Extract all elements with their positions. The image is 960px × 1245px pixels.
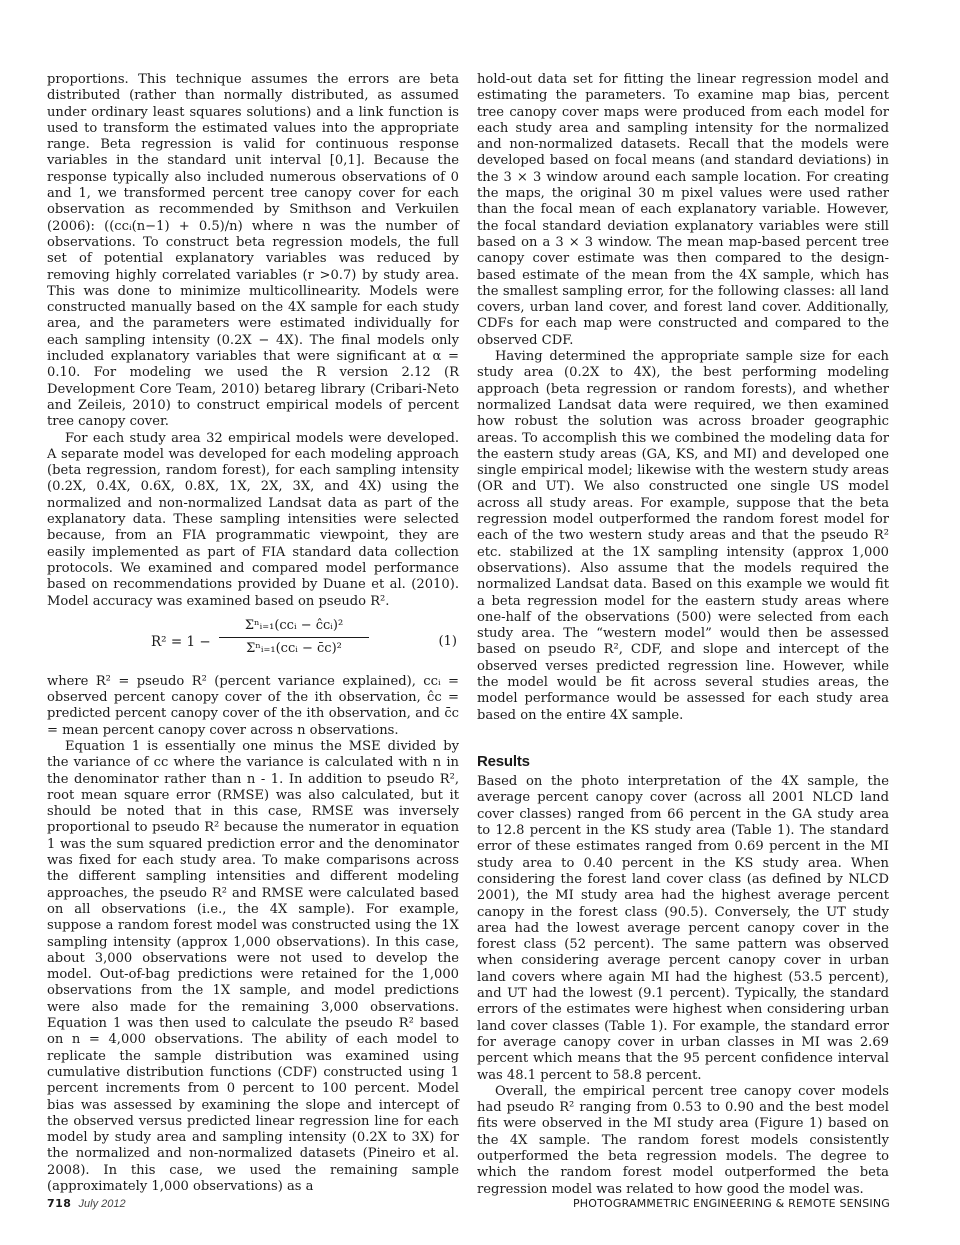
page-footer <box>47 1197 890 1210</box>
paragraph: proportions. This technique assumes the errors are beta distributed (rather than normally distributed, as assumed under ordinary least squares solutions) and a link function is used to transform the estimated values into the appropriate range. Beta regression is valid for continuous response variables in the standard unit interval [0,1]. Because the response typically also included numerous observations of 0 and 1, we transformed percent tree canopy cover for each observation as recommended by Smithson and Verkuilen (2006): ((ccᵢ(n−1) + 0.5)/n) where n was the number of observations. To construct beta regression models, the full set of potential explanatory variables was reduced by removing highly correlated variables (r >0.7) by study area. This was done to minimize multicollinearity. Models were constructed manually based on the 4X sample for each study area, and the parameters were estimated individually for each sampling intensity (0.2X − 4X). The final models only included explanatory variables that were significant at α = 0.10. For modeling we used the R version 2.12 (R Development Core Team, 2010) betareg library (Cribari-Neto and Zeileis, 2010) to construct empirical models of percent tree canopy cover. <box>47 72 459 430</box>
paragraph: Overall, the empirical percent tree canopy cover models had pseudo R² ranging from 0.53 to 0.90 and the best model fits were observed in the MI study area (Figure 1) based on the 4X sample. The random forest models consistently outperformed the beta regression models. The degree to which the random forest model outperformed the beta regression model was related to how good the model was. <box>477 1083 889 1197</box>
equation-fraction <box>219 618 369 658</box>
left-column <box>47 72 459 1195</box>
right-column <box>477 72 889 1198</box>
equation-lhs: R² = 1 − <box>151 633 211 650</box>
equation-numerator: Σⁿᵢ₌₁(ccᵢ − ĉcᵢ)² <box>219 618 369 638</box>
issue-date: July 2012 <box>78 1198 126 1210</box>
section-heading-results: Results <box>477 752 530 770</box>
journal-name: PHOTOGRAMMETRIC ENGINEERING & REMOTE SENSING <box>572 1197 890 1210</box>
paragraph: Based on the photo interpretation of the 4X sample, the average percent canopy cover (across all 2001 NLCD land cover classes) ranged from 66 percent in the GA study area to 12.8 percent in the KS study area (Table 1). The standard error of these estimates ranged from 0.69 percent in the MI study area to 0.40 percent in the KS study area. When considering the forest land cover class (as defined by NLCD 2001), the MI study area had the highest average percent canopy in the forest class (90.5). Conversely, the UT study area had the lowest average percent canopy cover in the forest class (52 percent). The same pattern was observed when considering average percent canopy cover in urban land covers where again MI had the highest (53.5 percent), and UT had the lowest (9.1 percent). Typically, the standard errors of the estimates were highest when considering urban land cover classes (Table 1). For example, the standard error for average canopy cover in urban classes in MI was 2.69 percent which means that the 95 percent confidence interval was 48.1 percent to 58.8 percent. <box>477 774 889 1083</box>
paragraph: Equation 1 is essentially one minus the MSE divided by the variance of cc where the variance is calculated with n in the denominator rather than n - 1. In addition to pseudo R², root mean square error (RMSE) was also calculated, but it should be noted that in this case, RMSE was inversely proportional to pseudo R² because the numerator in equation 1 was the sum squared prediction error and the denominator was fixed for each study area. To make comparisons across the different sampling intensities and different modeling approaches, the pseudo R² and RMSE were calculated based on all observations (i.e., the 4X sample). For example, suppose a random forest model was constructed using the 1X sampling intensity (approx 1,000 observations). In this case, about 3,000 observations were not used to develop the model. Out-of-bag predictions were retained for the 1,000 observations from the 1X sample, and model predictions were also made for the remaining 3,000 observations. Equation 1 was then used to calculate the pseudo R² based on n = 4,000 observations. The ability of each model to replicate the sample distribution was examined using cumulative distribution functions (CDF) constructed using 1 percent increments from 0 percent to 100 percent. Model bias was assessed by examining the slope and intercept of the observed versus predicted linear regression line for each model by study area and sampling intensity (0.2X to 3X) for the normalized and non-normalized datasets (Pineiro et al. 2008). In this case, we used the remaining sample (approximately 1,000 observations) as a <box>47 738 459 1194</box>
paragraph: hold-out data set for fitting the linear regression model and estimating the parameters. To examine map bias, percent tree canopy cover maps were produced from each model for each study area and sampling intensity for the normalized and non-normalized datasets. Recall that the models were developed based on focal means (and standard deviations) in the 3 × 3 window around each sample location. For creating the maps, the original 30 m pixel values were used rather than the focal mean of each explanatory variable. However, the focal standard deviation explanatory variables were still based on a 3 × 3 window. The mean map-based percent tree canopy cover estimate was then compared to the design-based estimate of the mean from the 4X sample, which has the smallest sampling error, for the following classes: all land covers, urban land cover, and forest land cover. Additionally, CDFs for each map were constructed and compared to the observed CDF. <box>477 72 889 348</box>
equation-1 <box>47 616 459 670</box>
equation-number: (1) <box>438 633 457 649</box>
paragraph: where R² = pseudo R² (percent variance explained), ccᵢ = observed percent canopy cover of the ith observation, ĉc = predicted percent canopy cover of the ith observation, and c̄c = mean percent canopy cover across n observations. <box>47 673 459 738</box>
paragraph: For each study area 32 empirical models were developed. A separate model was developed for each modeling approach (beta regression, random forest), for each sampling intensity (0.2X, 0.4X, 0.6X, 0.8X, 1X, 2X, 3X, and 4X) using the normalized and non-normalized Landsat data as part of the explanatory data. These sampling intensities were selected because, from an FIA programmatic viewpoint, they are easily implemented as part of FIA standard data collection protocols. We examined and compared model performance based on recommendations provided by Duane et al. (2010). Model accuracy was examined based on pseudo R². <box>47 430 459 609</box>
equation-denominator: Σⁿᵢ₌₁(ccᵢ − c̄c)² <box>246 641 342 657</box>
page-number: 718 <box>47 1197 72 1210</box>
paragraph: Having determined the appropriate sample size for each study area (0.2X to 4X), the best performing modeling approach (beta regression or random forests), and whether normalized Landsat data were required, we then examined how robust the solution was across broader geographic areas. To accomplish this we combined the modeling data for the eastern study areas (GA, KS, and MI) and developed one single empirical model; likewise with the western study areas (OR and UT). We also constructed one single US model across all study areas. For example, suppose that the beta regression model outperformed the random forest model for each of the two western study areas and that the pseudo R² etc. stabilized at the 1X sampling intensity (approx 1,000 observations). Also assume that the models required the normalized Landsat data. Based on this example we would fit a beta regression model for the eastern study areas where one-half of the observations (500) were selected from each study area. The “western model” would then be assessed based on pseudo R², CDF, and slope and intercept of the observed verses predicted regression line. However, while the model would be fit across several studies areas, the model performance would be assessed for each study area based on the entire 4X sample. <box>477 349 889 723</box>
